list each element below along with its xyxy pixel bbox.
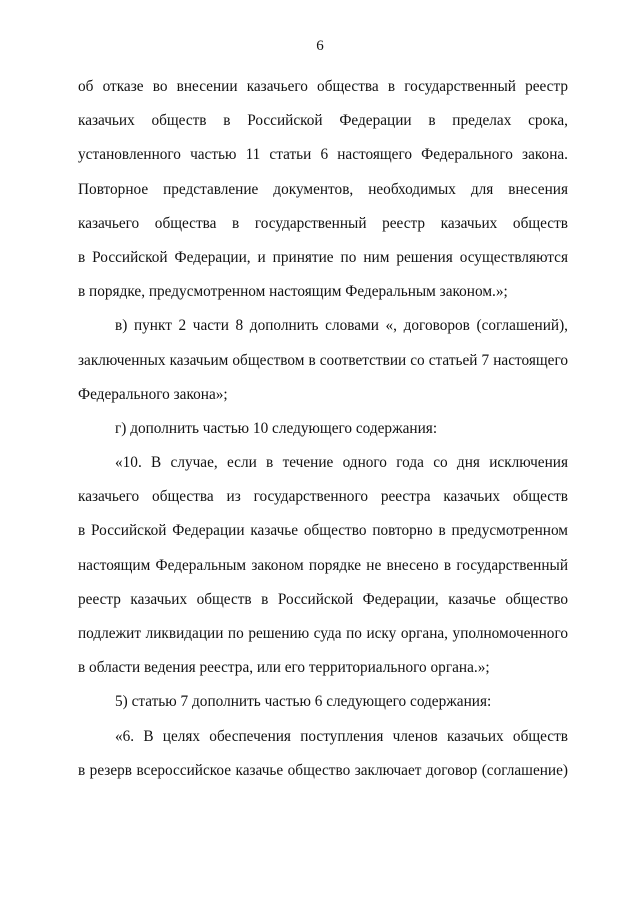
- text-line: в области ведения реестра, или его территориального органа.»;: [78, 659, 490, 677]
- text-line: казачьего общества из государственного реестра казачьих обществ: [78, 488, 568, 506]
- text-line: заключенных казачьим обществом в соответствии со статьей 7 настоящего: [78, 351, 568, 369]
- text-line: г) дополнить частью 10 следующего содержания:: [115, 419, 438, 437]
- text-line: казачьего общества в государственный реестр казачьих обществ: [78, 214, 568, 232]
- text-line: «10. В случае, если в течение одного года со дня исключения: [115, 454, 568, 472]
- text-line: подлежит ликвидации по решению суда по иску органа, уполномоченного: [78, 625, 568, 642]
- text-line: реестр казачьих обществ в Российской Федерации, казачье общество: [78, 590, 568, 608]
- text-line: в Российской Федерации, и принятие по ним решения осуществляются: [78, 248, 568, 266]
- text-line: в) пункт 2 части 8 дополнить словами «, договоров (соглашений),: [115, 317, 568, 335]
- text-line: в порядке, предусмотренном настоящим Федеральным законом.»;: [78, 283, 508, 301]
- text-line: «6. В целях обеспечения поступления членов казачьих обществ: [115, 727, 568, 745]
- text-line: в резерв всероссийское казачье общество заключает договор (соглашение): [78, 761, 568, 779]
- text-line: казачьих обществ в Российской Федерации в пределах срока,: [78, 112, 568, 130]
- text-line: 5) статью 7 дополнить частью 6 следующего содержания:: [115, 693, 492, 711]
- text-line: Повторное представление документов, необходимых для внесения: [78, 180, 568, 198]
- text-line: Федерального закона»;: [78, 385, 228, 403]
- text-line: установленного частью 11 статьи 6 настоящего Федерального закона.: [78, 146, 568, 164]
- text-line: в Российской Федерации казачье общество повторно в предусмотренном: [78, 522, 568, 540]
- text-line: настоящим Федеральным законом порядке не внесено в государственный: [78, 556, 568, 574]
- document-body: [78, 70, 568, 788]
- page-number: 6: [316, 38, 324, 54]
- text-line: об отказе во внесении казачьего общества в государственный реестр: [78, 78, 568, 95]
